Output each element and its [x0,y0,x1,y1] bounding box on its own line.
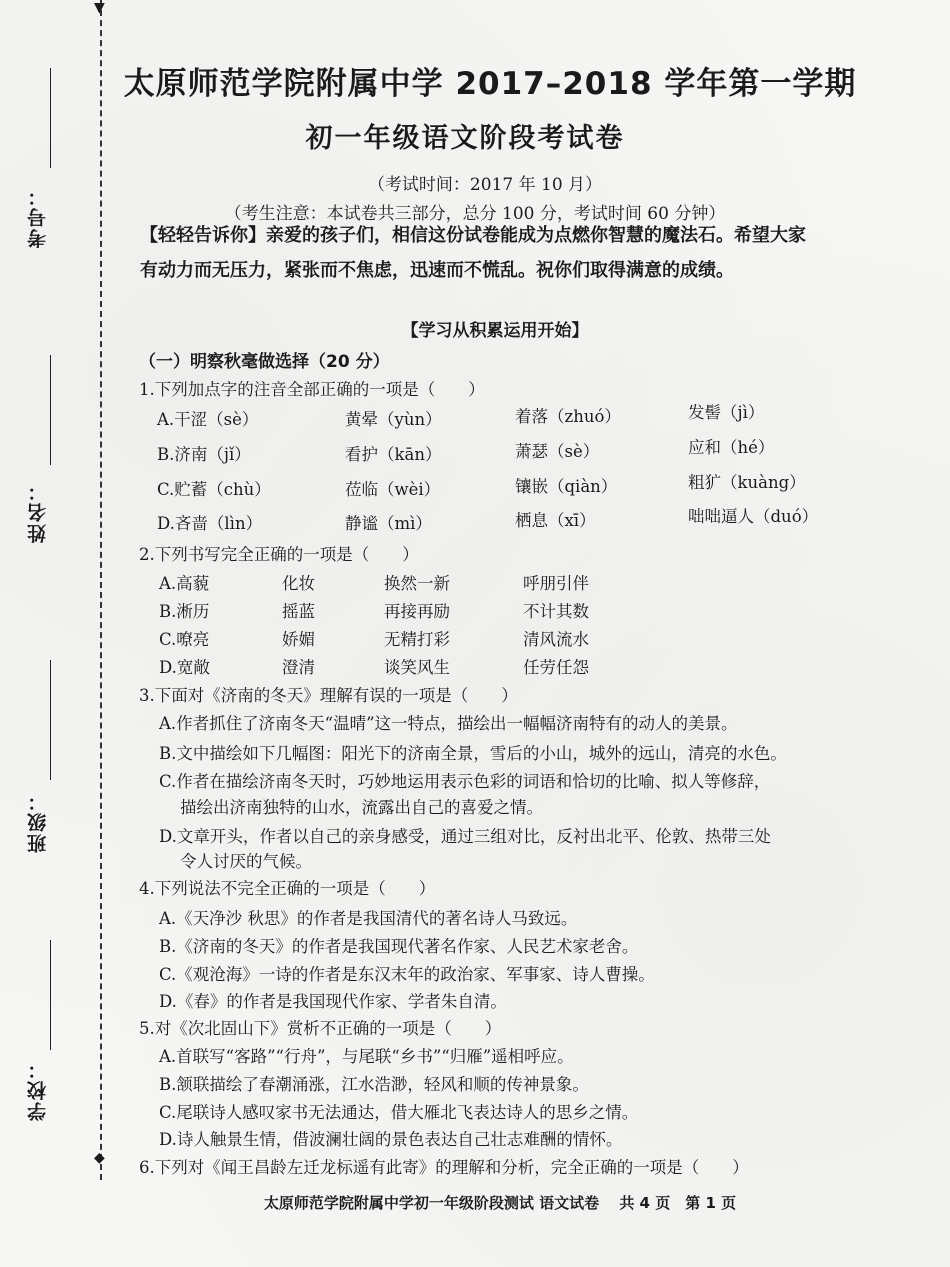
q1-option: 黄晕（yùn） [345,410,442,429]
q2-option: 清风流水 [523,630,589,649]
q1-option: 静谧（mì） [345,514,432,533]
q2-option: 澄清 [282,658,315,677]
page-footer: 太原师范学院附属中学初一年级阶段测试 语文试卷 共 4 页 第 1 页 [263,1194,737,1212]
q2-option: D.宽敞 [159,658,210,677]
q1-option: 看护（kān） [345,445,442,464]
xingming-line [50,355,51,465]
q3-option-b: B.文中描绘如下几幅图：阳光下的济南全景，雪后的小山，城外的远山，清亮的水色。 [159,744,787,763]
q2-option: B.淅历 [159,602,210,621]
q4-option-a: A.《天净沙 秋思》的作者是我国清代的著名诗人马致远。 [159,909,578,928]
q2-option: 换然一新 [384,574,450,593]
banji-label: 班级： [27,790,49,853]
q1-option: 发髻（jì） [688,403,765,422]
q2-option: 呼朋引伴 [523,574,589,593]
q3-option-d-line1: D.文章开头，作者以自己的亲身感受，通过三组对比，反衬出北平、伦敦、热带三处 [159,827,771,846]
exam-time: （考试时间：2017 年 10 月） [367,175,603,195]
q3-option-c-line1: C.作者在描绘济南冬天时，巧妙地运用表示色彩的词语和恰切的比喻、拟人等修辞， [159,772,771,791]
q2-option: 再接再励 [384,602,450,621]
question-1-stem: 1.下列加点字的注音全部正确的一项是（ ） [139,380,485,399]
part-heading: （一）明察秋毫做选择（20 分） [139,352,390,372]
section-title: 【学习从积累运用开始】 [401,321,589,341]
q1-option: B.济南（jǐ） [157,445,251,464]
q2-option: 化妆 [282,574,315,593]
q1-option: D.吝啬（lìn） [157,514,263,533]
q1-option: 着落（zhuó） [515,407,621,426]
binding-mark-top: ▼ [94,0,105,16]
q2-option: 谈笑风生 [384,658,450,677]
binding-mark-bottom: ◆ [94,1150,105,1166]
question-3-stem: 3.下面对《济南的冬天》理解有误的一项是（ ） [139,686,518,705]
q3-option-a: A.作者抓住了济南冬天“温晴”这一特点，描绘出一幅幅济南特有的动人的美景。 [159,714,738,733]
q1-option: 咄咄逼人（duó） [688,507,819,526]
q4-option-c: C.《观沧海》一诗的作者是东汉末年的政治家、军事家、诗人曹操。 [159,965,655,984]
q3-option-c-line2: 描绘出济南独特的山水，流露出自己的喜爱之情。 [180,798,543,817]
q2-option: 不计其数 [523,602,589,621]
q5-option-d: D.诗人触景生情，借波澜壮阔的景色表达自己壮志难酬的情怀。 [159,1130,623,1149]
exam-subtitle: 初一年级语文阶段考试卷 [305,123,625,154]
q4-option-d: D.《春》的作者是我国现代作家、学者朱自清。 [159,992,507,1011]
q5-option-b: B.颔联描绘了春潮涌涨，江水浩渺，轻风和顺的传神景象。 [159,1075,589,1094]
q2-option: 无精打彩 [384,630,450,649]
q1-option: A.干涩（sè） [157,410,259,429]
xuexiao-label: 学校： [27,1058,49,1121]
q4-option-b: B.《济南的冬天》的作者是我国现代著名作家、人民艺术家老舍。 [159,937,639,956]
q5-option-c: C.尾联诗人感叹家书无法通达，借大雁北飞表达诗人的思乡之情。 [159,1103,639,1122]
q3-option-d-line2: 令人讨厌的气候。 [180,852,312,871]
q1-option: 莅临（wèi） [345,480,441,499]
kaohao-label: 考号： [27,185,49,248]
banji-line [50,660,51,780]
q1-option: 应和（hé） [688,438,775,457]
q2-option: 摇蓝 [282,602,315,621]
q1-option: C.贮蓄（chù） [157,480,271,499]
question-2-stem: 2.下列书写完全正确的一项是（ ） [139,545,419,564]
question-4-stem: 4.下列说法不完全正确的一项是（ ） [139,879,436,898]
q2-option: C.嘹亮 [159,630,210,649]
q1-option: 萧瑟（sè） [515,442,600,461]
question-5-stem: 5.对《次北固山下》赏析不正确的一项是（ ） [139,1019,502,1038]
q2-option: A.高藐 [159,574,210,593]
q5-option-a: A.首联写“客路”“行舟”，与尾联“乡书”“归雁”遥相呼应。 [159,1047,574,1066]
xingming-label: 姓名： [27,480,49,543]
question-6-stem: 6.下列对《闻王昌龄左迁龙标遥有此寄》的理解和分析，完全正确的一项是（ ） [139,1158,749,1177]
exam-title: 太原师范学院附属中学 2017–2018 学年第一学期 [123,66,857,102]
xuexiao-line [50,940,51,1050]
q2-option: 任劳任怨 [523,658,589,677]
q1-option: 粗犷（kuàng） [688,473,806,492]
q1-option: 栖息（xī） [515,511,596,530]
q2-option: 娇媚 [282,630,315,649]
q1-option: 镶嵌（qiàn） [515,477,618,496]
exam-notice: （考生注意：本试卷共三部分，总分 100 分，考试时间 60 分钟） [224,204,726,224]
encouragement-tip: 【轻轻告诉你】亲爱的孩子们，相信这份试卷能成为点燃你智慧的魔法石。希望大家有动力而无压力，紧张而不焦虑，迅速而不慌乱。祝你们取得满意的成绩。 [140,225,806,281]
